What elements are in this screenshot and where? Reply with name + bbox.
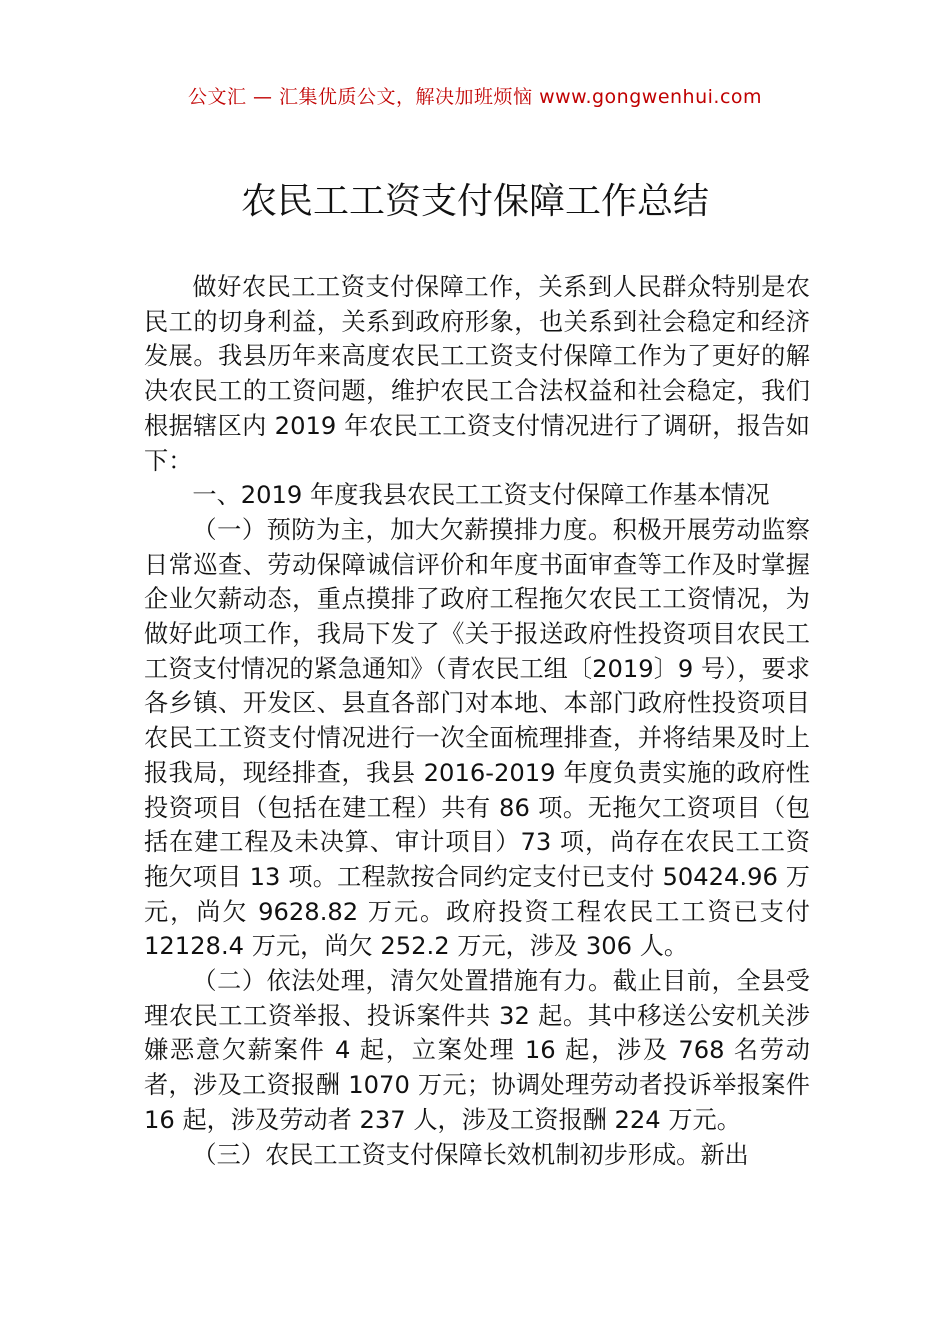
document-body [144,270,810,1172]
section-heading-1: 一、2019 年度我县农民工工资支付保障工作基本情况 [192,481,770,510]
document-title: 农民工工资支付保障工作总结 [240,181,709,222]
paragraph-prevention: （一）预防为主，加大欠薪摸排力度。积极开展劳动监察日常巡查、劳动保障诚信评价和年度书面审查等工作及时掌握企业欠薪动态，重点摸排了政府工程拖欠农民工工资情况，为做好此项工作，我局下发了《关于报送政府性投资项目农民工工资支付情况的紧急通知》（青农民工组〔2019〕9 号），要求各乡镇、开发区、县直各部门对本地、本部门政府性投资项目农民工工资支付情况进行一次全面梳理排查，并将结果及时上报我局，现经排查，我县 2016-2019 年度负责实施的政府性投资项目（包括在建工程）共有 86 项。无拖欠工资项目（包括在建工程及未决算、审计项目）73 项，尚存在农民工工资拖欠项目 13 项。工程款按合同约定支付已支付 50424.96 万元，尚欠 9628.82 万元。政府投资工程农民工工资已支付 12128.4 万元，尚欠 252.2 万元，涉及 306 人。 [144,515,810,961]
paragraph-legal-handling: （二）依法处理，清欠处置措施有力。截止目前，全县受理农民工工资举报、投诉案件共 32 起。其中移送公安机关涉嫌恶意欠薪案件 4 起，立案处理 16 起，涉及 768 名劳动者，涉及工资报酬 1070 万元；协调处理劳动者投诉举报案件 16 起，涉及劳动者 237 人，涉及工资报酬 224 万元。 [144,967,810,1134]
paragraph-long-term-mechanism: （三）农民工工资支付保障长效机制初步形成。新出 [192,1140,749,1169]
paragraph-intro: 做好农民工工资支付保障工作，关系到人民群众特别是农民工的切身利益，关系到政府形象，也关系到社会稳定和经济发展。我县历年来高度农民工工资支付保障工作为了更好的解决农民工的工资问题，维护农民工合法权益和社会稳定，我们根据辖区内 2019 年农民工工资支付情况进行了调研，报告如下： [144,273,810,475]
site-banner: 公文汇 — 汇集优质公文，解决加班烦恼 www.gongwenhui.com [187,86,763,108]
